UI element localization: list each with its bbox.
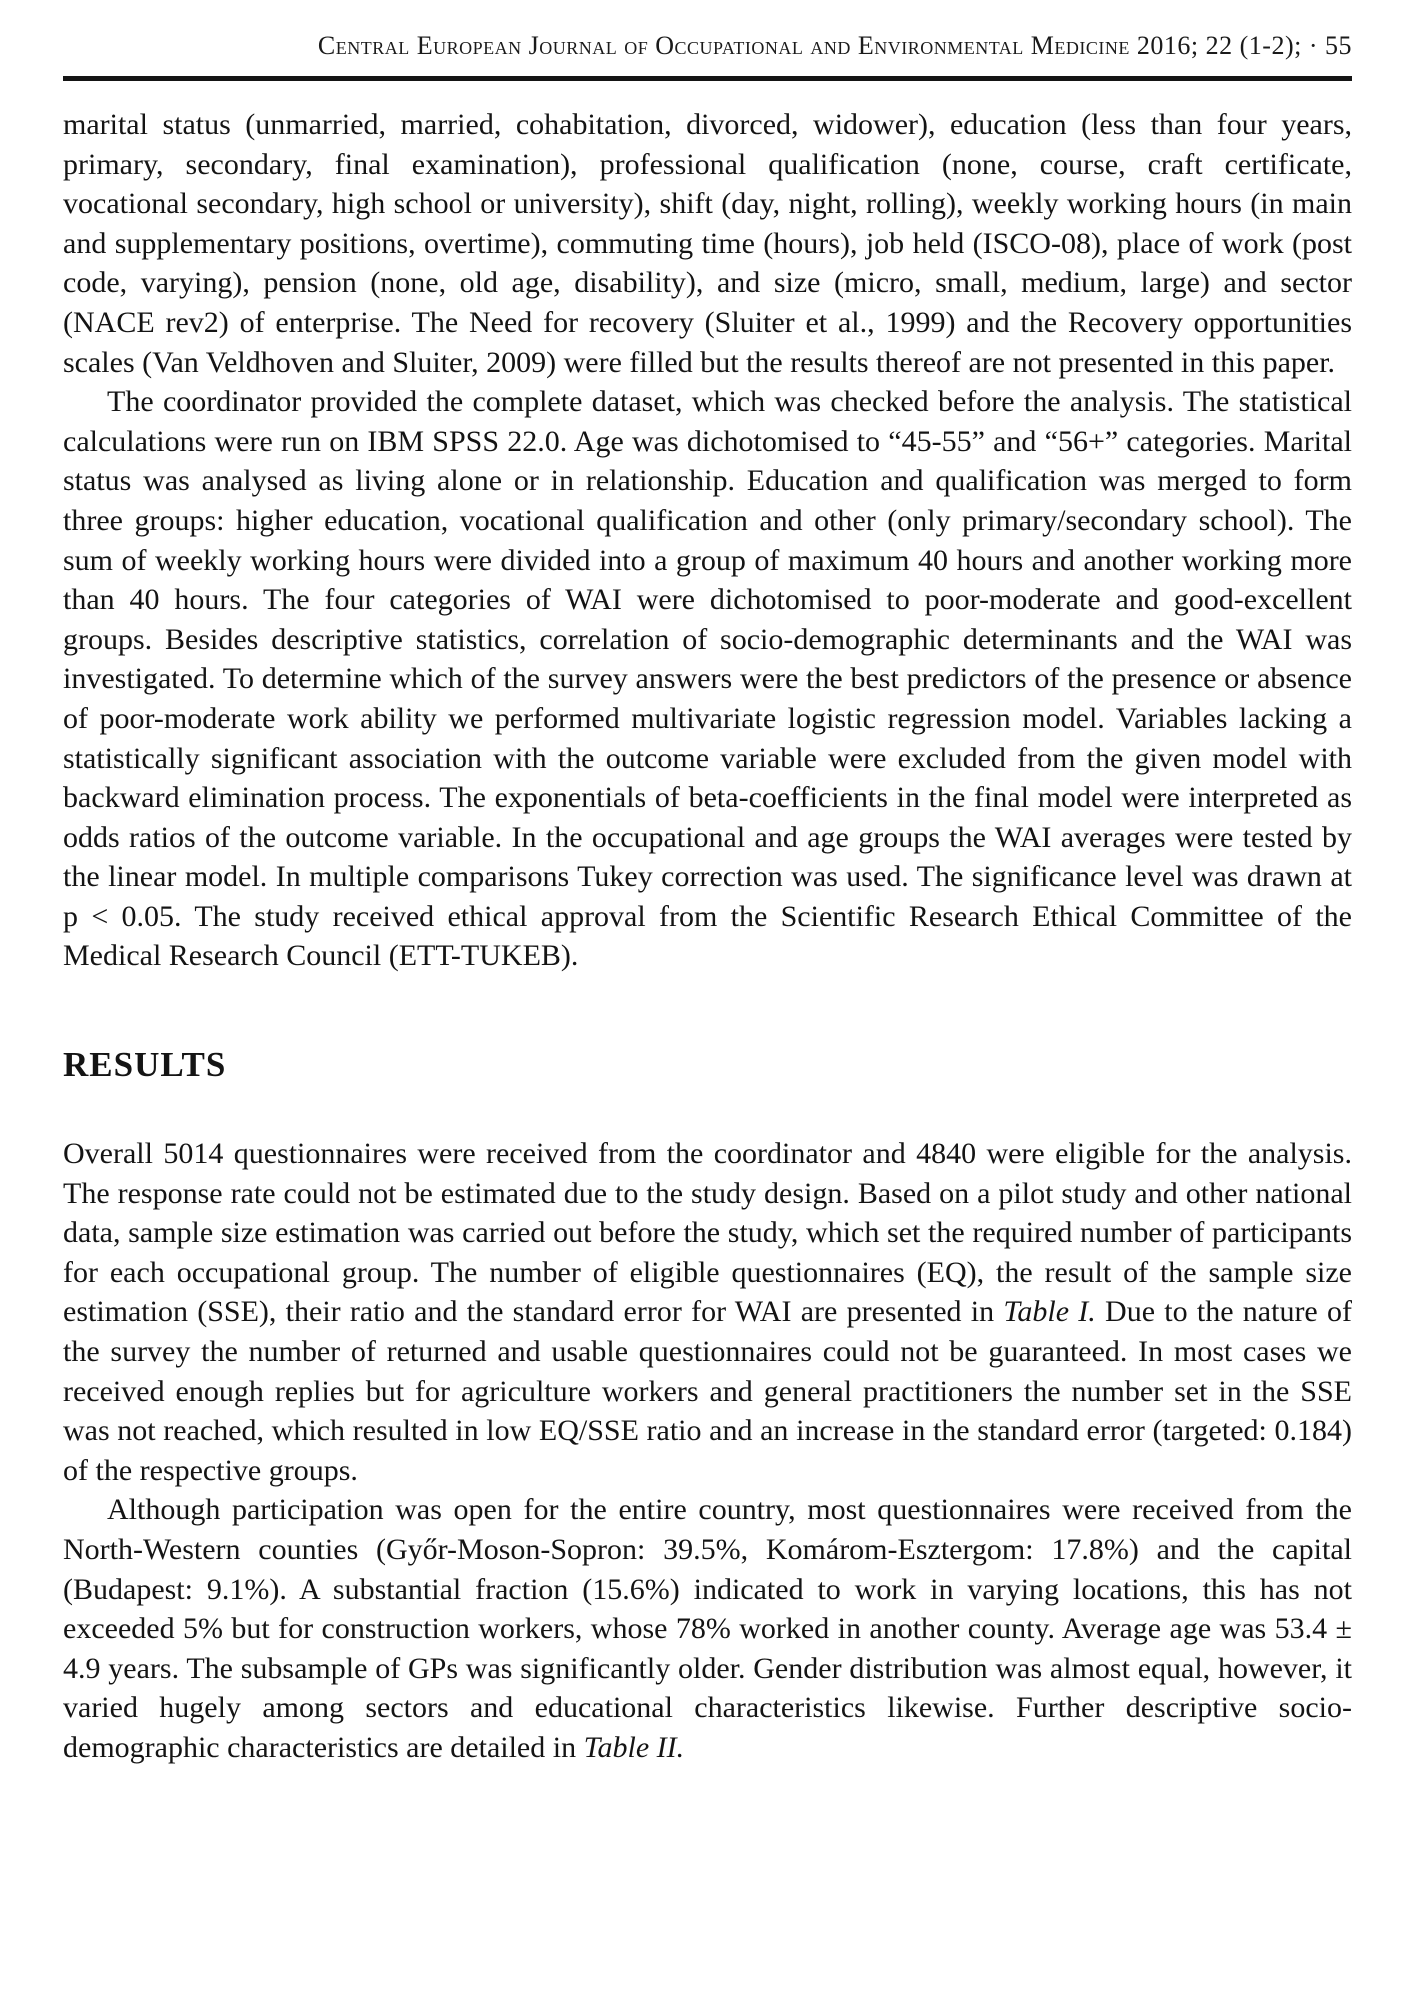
table-reference: Table I.: [1003, 1295, 1096, 1329]
running-head: [63, 30, 1352, 62]
text-run: Due to the nature of the survey the number of returned and usable questionnaires could not be guaranteed. In most cases we received enough replies but for agriculture workers and general practitioners the number set in the SSE was not reached, which resulted in low EQ/SSE ratio and an increase in the standard error (targeted: 0.184) of the respective groups.: [63, 1295, 1352, 1487]
section-heading: RESULTS: [63, 1045, 227, 1085]
journal-title: Central European Journal of Occupational and Environmental Medicine: [317, 31, 1130, 60]
paragraph: [63, 1490, 1352, 1767]
text-run: Overall 5014 questionnaires were received from the coordinator and 4840 were eligible for the analysis. The response rate could not be estimated due to the study design. Based on a pilot study and other national data, sample size estimation was carried out before the study, which set the required number of participants for each occupational group. The number of eligible questionnaires (EQ), the result of the sample size estimation (SSE), their ratio and the standard error for WAI are presented in: [63, 1137, 1352, 1329]
paragraph: [63, 105, 1352, 382]
issue-info-page-number: 2016; 22 (1-2); · 55: [1136, 31, 1352, 60]
paragraph: [63, 1134, 1352, 1490]
paragraph: [63, 382, 1352, 976]
article-body: [63, 105, 1352, 1768]
table-reference: Table II.: [583, 1730, 685, 1764]
text-run: marital status (unmarried, married, cohabitation, divorced, widower), education (less than four years, primary, secondary, final examination), professional qualification (none, course, craft certificate, vocational secondary, high school or university), shift (day, night, rolling), weekly working hours (in main and supplementary positions, overtime), commuting time (hours), job held (ISCO-08), place of work (post code, varying), pension (none, old age, disability), and size (micro, small, medium, large) and sector (NACE rev2) of enterprise. The Need for recovery (Sluiter et al., 1999) and the Recovery opportunities scales (Van Veldhoven and Sluiter, 2009) were filled but the results thereof are not presented in this paper.: [63, 108, 1352, 379]
text-run: Although participation was open for the entire country, most questionnaires were received from the North-Western counties (Győr-Moson-Sopron: 39.5%, Komárom-Esztergom: 17.8%) and the capital (Budapest: 9.1%). A substantial fraction (15.6%) indicated to work in varying locations, this has not exceeded 5% but for construction workers, whose 78% worked in another county. Average age was 53.4 ± 4.9 years. The subsample of GPs was significantly older. Gender distribution was almost equal, however, it varied hugely among sectors and educational characteristics likewise. Further descriptive socio-demographic characteristics are detailed in: [63, 1493, 1352, 1764]
text-run: The coordinator provided the complete dataset, which was checked before the analysis. The statistical calculations were run on IBM SPSS 22.0. Age was dichotomised to “45-55” and “56+” categories. Marital status was analysed as living alone or in relationship. Education and qualification was merged to form three groups: higher education, vocational qualification and other (only primary/secondary school). The sum of weekly working hours were divided into a group of maximum 40 hours and another working more than 40 hours. The four categories of WAI were dichotomised to poor-moderate and good-excellent groups. Besides descriptive statistics, correlation of socio-demographic determinants and the WAI was investigated. To determine which of the survey answers were the best predictors of the presence or absence of poor-moderate work ability we performed multivariate logistic regression model. Variables lacking a statistically significant association with the outcome variable were excluded from the given model with backward elimination process. The exponentials of beta-coefficients in the final model were interpreted as odds ratios of the outcome variable. In the occupational and age groups the WAI averages were tested by the linear model. In multiple comparisons Tukey correction was used. The significance level was drawn at p < 0.05. The study received ethical approval from the Scientific Research Ethical Committee of the Medical Research Council (ETT-TUKEB).: [63, 385, 1352, 973]
header-rule: [63, 76, 1352, 81]
